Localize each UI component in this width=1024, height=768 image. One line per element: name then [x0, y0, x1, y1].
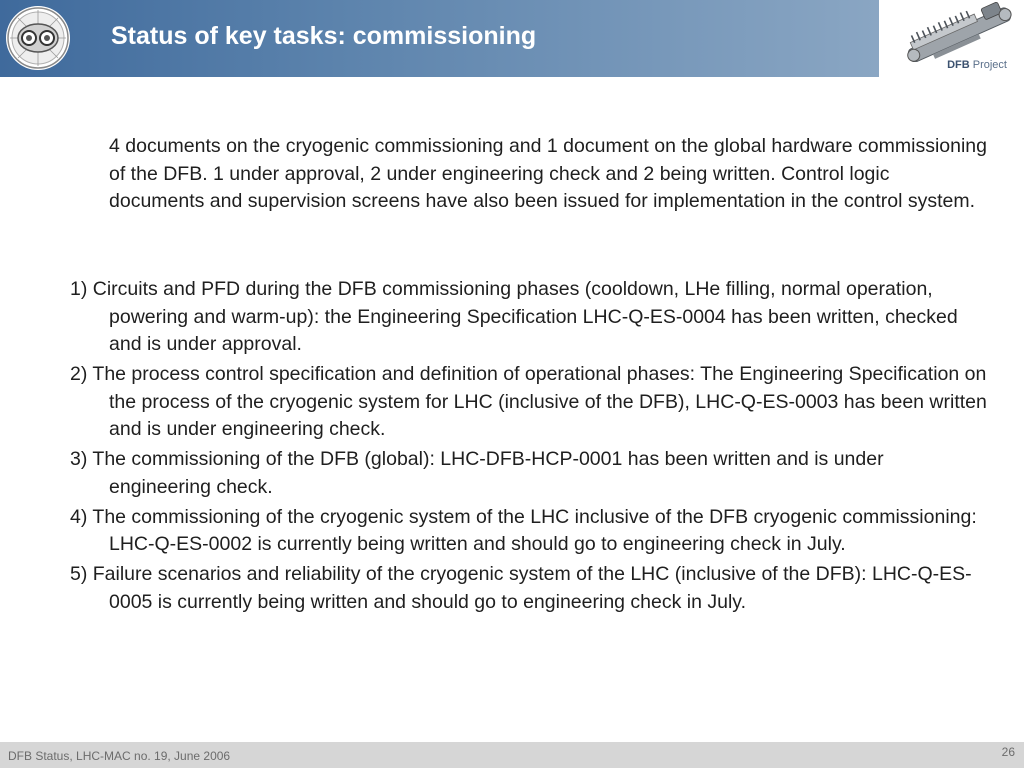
list-item: 5) Failure scenarios and reliability of the cryogenic system of the LHC (inclusive of the DFB): LHC-Q-ES-0005 is currently being written and should go to engineering check in July. — [70, 563, 972, 613]
list-item: 2) The process control specification and definition of operational phases: The Engineering Specification on the process of the cryogenic system for LHC (inclusive of the DFB), LHC-Q-ES-0003 has been written and is under engineering check. — [70, 363, 987, 440]
project-branding — [879, 0, 1024, 77]
project-label-bold: DFB — [947, 59, 970, 71]
task-list — [70, 276, 990, 619]
page-number: 26 — [1001, 745, 1015, 759]
footer-text: DFB Status, LHC-MAC no. 19, June 2006 — [8, 749, 231, 763]
list-item: 1) Circuits and PFD during the DFB commissioning phases (cooldown, LHe filling, normal operation, powering and warm-up): the Engineering Specification LHC-Q-ES-0004 has been written, checked and is under approval. — [70, 278, 958, 355]
footer-bar — [0, 742, 1024, 768]
list-item: 3) The commissioning of the DFB (global): LHC-DFB-HCP-0001 has been written and is under engineering check. — [70, 448, 884, 498]
project-label-rest: Project — [972, 59, 1007, 71]
lhc-magnet-logo-icon — [5, 5, 71, 71]
title-bar — [0, 0, 879, 77]
dfb-cryostat-icon — [897, 2, 1021, 62]
intro-paragraph: 4 documents on the cryogenic commissioning and 1 document on the global hardware commissioning of the DFB. 1 under approval, 2 under engineering check and 2 being written. Control logic documents and supervision screens have also been issued for implementation in the control system. — [109, 135, 987, 212]
page-title: Status of key tasks: commissioning — [111, 22, 537, 50]
list-item: 4) The commissioning of the cryogenic system of the LHC inclusive of the DFB cryogenic commissioning: LHC-Q-ES-0002 is currently being written and should go to engineering check in July. — [70, 505, 977, 555]
project-label — [947, 59, 1007, 71]
